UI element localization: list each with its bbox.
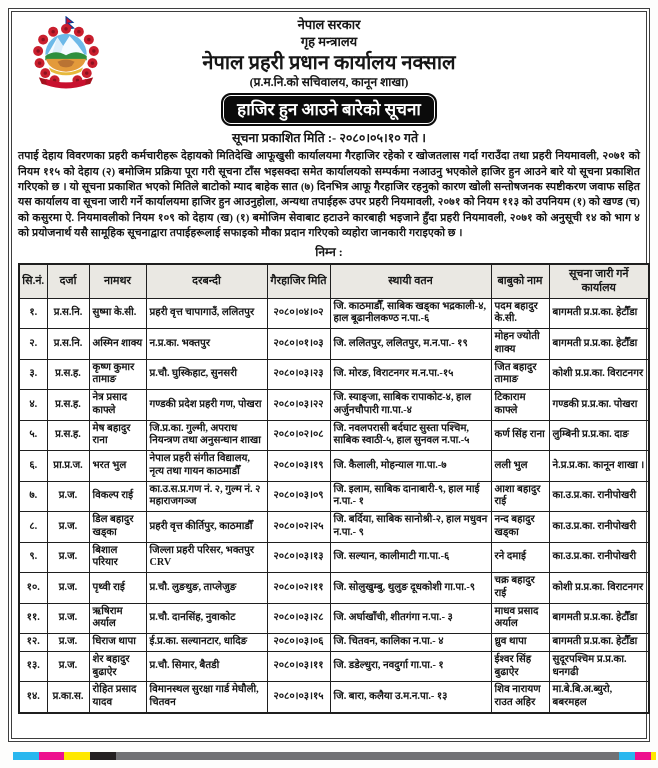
table-cell: २०८०।०३।१९ <box>267 451 330 482</box>
table-cell: जि. बारा, कलैया उ.म.न.पा.- १३ <box>330 682 491 713</box>
notice-banner-row <box>18 93 640 126</box>
ministry-title: गृह मन्त्रालय <box>300 33 358 49</box>
table-cell: ७. <box>19 481 47 512</box>
table-cell: २०८०।०२।२५ <box>267 512 330 543</box>
table-cell: डिल बहादुर खड्का <box>89 512 146 543</box>
table-cell: शेर बहादुर बुढाऐर <box>89 651 146 682</box>
table-cell: प्र.ज. <box>47 512 89 543</box>
table-cell: प्रा.प्र.ज. <box>47 451 89 482</box>
table-cell: माधव प्रसाद अर्याल <box>491 603 549 634</box>
table-cell: ध्रुव थापा <box>491 634 549 652</box>
table-cell: कोशी प्र.प्र.का. विराटनगर <box>549 359 649 390</box>
table-cell: बागमती प्र.प्र.का. हेटौँडा <box>549 329 649 360</box>
personnel-table <box>18 263 650 714</box>
table-cell: कोशी प्र.प्र.का. विराटनगर <box>549 573 649 604</box>
table-cell: भरत भुल <box>89 451 146 482</box>
table-cell: २०८०।०३।२३ <box>267 359 330 390</box>
table-cell: २०८०।०३।२२ <box>267 390 330 421</box>
table-cell: विकल्प राई <box>89 481 146 512</box>
table-cell: प्र.चौ. सिमार, बैतडी <box>146 651 267 682</box>
cyan-patch-right <box>619 752 635 760</box>
table-row <box>19 390 649 421</box>
table-cell: मोहन ज्योती शाक्य <box>491 329 549 360</box>
gray-bar <box>116 752 619 760</box>
government-title: नेपाल सरकार <box>297 17 361 32</box>
table-row <box>19 573 649 604</box>
table-cell: नेत्र प्रसाद काफ्ले <box>89 390 146 421</box>
table-row <box>19 451 649 482</box>
table-row <box>19 481 649 512</box>
table-cell: जि. डडेल्धुरा, नवदुर्गा गा.पा.- १ <box>330 651 491 682</box>
table-cell: १२. <box>19 634 47 652</box>
table-cell: ८. <box>19 512 47 543</box>
table-cell: प्र.ज. <box>47 603 89 634</box>
yellow-patch <box>64 752 90 760</box>
table-header-cell: स्थायी वतन <box>330 264 491 298</box>
table-cell: ११. <box>19 603 47 634</box>
table-cell: २०८०।०३।११ <box>267 651 330 682</box>
black-patch <box>90 752 116 760</box>
table-cell: ई.प्र.का. सल्यानटार, धादिङ <box>146 634 267 652</box>
table-header-cell: सूचना जारी गर्ने कार्यालय <box>549 264 649 298</box>
table-cell: २०८०।०३।०६ <box>267 634 330 652</box>
table-cell: लुम्बिनी प्र.प्र.का. दाङ <box>549 420 649 451</box>
table-row <box>19 682 649 713</box>
table-cell: २०८०।०१।०३ <box>267 329 330 360</box>
table-cell: अस्मिन शाक्य <box>89 329 146 360</box>
table-cell: प्रहरी वृत्त चापागाउँ, ललितपुर <box>146 298 267 329</box>
table-cell: गण्डकी प्र.प्र.का. पोखरा <box>549 390 649 421</box>
table-cell: २०८०।०३।१३ <box>267 542 330 573</box>
table-cell: नेपाल प्रहरी संगीत विद्यालय, नृत्य तथा गायन काठमाडौँ <box>146 451 267 482</box>
table-header-cell: दर्जा <box>47 264 89 298</box>
table-cell: जि. कैलाली, मोहन्याल गा.पा.-७ <box>330 451 491 482</box>
table-cell: जि. काठमाडौँ, साबिक खड्का भद्रकाली-४, हाल बूढानीलकण्ठ न.पा.-६ <box>330 298 491 329</box>
table-cell: मेष बहादुर राना <box>89 420 146 451</box>
table-cell: बागमती प्र.प्र.का. हेटौँडा <box>549 298 649 329</box>
table-cell: कर्ण सिंह राना <box>491 420 549 451</box>
magenta-patch <box>39 752 64 760</box>
table-cell: १३. <box>19 651 47 682</box>
table-cell: २०८०।०३।२८ <box>267 603 330 634</box>
table-cell: विमानस्थल सुरक्षा गार्ड मेघौली, चितवन <box>146 682 267 713</box>
table-cell: सुदूरपश्चिम प्र.प्र.का. धनगढी <box>549 651 649 682</box>
published-date-line: सूचना प्रकाशित मिति :- २०८०।०५।१० गते । <box>232 131 426 146</box>
table-cell: का.उ.प्र.का. रानीपोखरी <box>549 512 649 543</box>
office-title: नेपाल प्रहरी प्रधान कार्यालय नक्साल <box>202 51 456 74</box>
table-cell: प्र.स.नि. <box>47 298 89 329</box>
table-cell: शिव नारायण राउत अहिर <box>491 682 549 713</box>
table-cell: प्र.स.ह. <box>47 390 89 421</box>
table-cell: जि. ललितपुर, ललितपुर, म.न.पा.- १९ <box>330 329 491 360</box>
table-cell: जित बहादुर तामाङ <box>491 359 549 390</box>
table-cell: ने.प्र.प्र.का. कानून शाखा । <box>549 451 649 482</box>
table-cell: प्र.ज. <box>47 481 89 512</box>
table-cell: २. <box>19 329 47 360</box>
notice-body-paragraph: तपाई देहाय विवरणका प्रहरी कर्मचारीहरू देहायको मितिदेखि आफूखुसी कार्यालयमा गैरहाजिर रहेको र खोजतलास गर्दा गराउँदा तथा प्रहरी नियमावली, २०७१ को नियम ११५ को देहाय (२) बमोजिम प्रक्रिया पूरा गरी सूचना टाँस भइसक्दा समेत कार्यालयको सम्पर्कमा नआउनु भएकोले हाजिर हुन आउने बारे यो सूचना प्रकाशित गरिएको छ । यो सूचना प्रकाशित भएको मितिले बाटोको म्याद बाहेक सात (७) दिनभित्र आफू गैरहाजिर रहनुको कारण खोली सन्तोषजनक स्पष्टीकरण जवाफ सहित यस कार्यालय वा सूचना जारी गर्ने कार्यालयमा हाजिर हुन आउनुहोला, अन्यथा तपाईहरू उपर प्रहरी नियमावली, २०७१ को नियम ११३ को उपनियम (१) को खण्ड (च) को कसुरमा ऐ. नियमावलीको नियम १०९ को देहाय (ख) (१) बमोजिम सेवाबाट हटाउने कारबाही भइजाने हुँदा प्रहरी नियमावली, २०७१ को अनुसूची १४ को भाग ४ को प्रयोजनार्थ यसै सामूहिक सूचनाद्वारा तपाईहरूलाई सफाइको मौका प्रदान गरिएको व्यहोरा जानकारी गराइएको छ । <box>18 150 640 240</box>
table-cell: ६. <box>19 451 47 482</box>
table-cell: न.प्र.का. भक्तपुर <box>146 329 267 360</box>
table-cell: जि. इलाम, साबिक दानाबारी-९, हाल माई न.पा.- १ <box>330 481 491 512</box>
table-cell: नन्द बहादुर खड्का <box>491 512 549 543</box>
table-cell: ४. <box>19 390 47 421</box>
table-cell: पृथ्वी राई <box>89 573 146 604</box>
table-cell: का.उ.स.प्र.गण नं. २, गुल्म नं. २ महाराजगञ्ज <box>146 481 267 512</box>
table-cell: धिराज थापा <box>89 634 146 652</box>
table-cell: टिकाराम काफ्ले <box>491 390 549 421</box>
table-cell: जि. चितवन, कालिका न.पा.- ४ <box>330 634 491 652</box>
table-cell: ऋषिराम अर्याल <box>89 603 146 634</box>
table-cell: जिल्ला प्रहरी परिसर, भक्तपुर CRV <box>146 542 267 573</box>
table-cell: चक्र बहादुर राई <box>491 573 549 604</box>
table-cell: जि. नवलपरासी बर्दघाट सुस्ता पश्चिम, साबिक स्वाठी-५, हाल सुनवल न.पा.-५ <box>330 420 491 451</box>
table-cell: प्र.स.ह. <box>47 420 89 451</box>
table-cell: बागमती प्र.प्र.का. हेटौँडा <box>549 634 649 652</box>
table-row <box>19 542 649 573</box>
table-cell: प्र.का.स. <box>47 682 89 713</box>
table-cell: जि. बर्दिया, साबिक सानोश्री-२, हाल मधुवन न.पा.- ९ <box>330 512 491 543</box>
table-cell: प्र.ज. <box>47 651 89 682</box>
emblem-center <box>45 34 86 75</box>
table-cell: प्र.चौ. लुङथुङ, ताप्लेजुङ <box>146 573 267 604</box>
table-cell: जि. स्याङ्जा, साबिक रापाकोट-४, हाल अर्जुनचौपारी गा.पा.-४ <box>330 390 491 421</box>
table-cell: का.उ.प्र.का. रानीपोखरी <box>549 542 649 573</box>
notice-title-banner: हाजिर हुन आउने बारेको सूचना <box>221 93 437 126</box>
table-row <box>19 651 649 682</box>
document-header <box>18 15 640 146</box>
table-header-cell: गैरहाजिर मिति <box>267 264 330 298</box>
table-cell: रने दमाई <box>491 542 549 573</box>
table-cell: ५. <box>19 420 47 451</box>
table-row <box>19 298 649 329</box>
table-header-cell: सि.नं. <box>19 264 47 298</box>
table-cell: २०८०।०३।१५ <box>267 682 330 713</box>
table-cell: जि. मोरङ, विराटनगर म.न.पा.-१५ <box>330 359 491 390</box>
nepal-government-emblem-icon <box>30 16 102 96</box>
table-cell: प्र.ज. <box>47 542 89 573</box>
table-cell: ३. <box>19 359 47 390</box>
table-cell: बिशाल परियार <box>89 542 146 573</box>
table-header-cell: नामथर <box>89 264 146 298</box>
table-cell: गण्डकी प्रदेश प्रहरी गण, पोखरा <box>146 390 267 421</box>
table-row <box>19 329 649 360</box>
cyan-patch <box>13 752 39 760</box>
table-cell: २०८०।०४।०२ <box>267 298 330 329</box>
table-cell: रोहित प्रसाद यादव <box>89 682 146 713</box>
table-cell: १. <box>19 298 47 329</box>
table-cell: २०८०।०२।०८ <box>267 420 330 451</box>
sub-office-title: (प्र.म.नि.को सचिवालय, कानून शाखा) <box>249 74 409 89</box>
table-cell: पदम बहादुर के.सी. <box>491 298 549 329</box>
document-border-frame <box>8 8 650 742</box>
magenta-patch-right <box>635 752 651 760</box>
table-cell: जि. सोलुखुम्बु, थुलुङ दूधकोशी गा.पा.-९ <box>330 573 491 604</box>
table-cell: प्र.चौ. दानसिंह, नुवाकोट <box>146 603 267 634</box>
table-cell: १०. <box>19 573 47 604</box>
table-cell: प्रहरी वृत्त कीर्तिपुर, काठमाडौँ <box>146 512 267 543</box>
table-cell: ९. <box>19 542 47 573</box>
table-cell: २०८०।०२।११ <box>267 573 330 604</box>
table-cell: लली भुल <box>491 451 549 482</box>
table-cell: प्र.ज. <box>47 573 89 604</box>
table-cell: बागमती प्र.प्र.का. हेटौँडा <box>549 603 649 634</box>
table-cell: ईश्वर सिंह बुढाऐर <box>491 651 549 682</box>
table-header-cell: दरबन्दी <box>146 264 267 298</box>
table-cell: आशा बहादुर राई <box>491 481 549 512</box>
table-row <box>19 603 649 634</box>
table-cell: मा.बे.बि.अ.ब्युरो, बबरमहल <box>549 682 649 713</box>
table-cell: प्र.चौ. घुस्किहाट, सुनसरी <box>146 359 267 390</box>
table-cell: कृष्ण कुमार तामाङ <box>89 359 146 390</box>
table-cell: का.उ.प्र.का. रानीपोखरी <box>549 481 649 512</box>
print-registration-bar <box>13 752 656 760</box>
table-row <box>19 512 649 543</box>
table-cell: २०८०।०३।०९ <box>267 481 330 512</box>
following-label: निम्न : <box>315 245 343 260</box>
table-cell: प्र.स.नि. <box>47 329 89 360</box>
notice-table-body <box>19 298 649 713</box>
table-cell: प्र.ज. <box>47 634 89 652</box>
table-cell: जि. सल्यान, कालीमाटी गा.पा.-६ <box>330 542 491 573</box>
table-cell: १४. <box>19 682 47 713</box>
table-header-row <box>19 264 649 298</box>
table-cell: जि. अर्घाखाँची, शीतगंगा न.पा.- ३ <box>330 603 491 634</box>
table-row <box>19 359 649 390</box>
yellow-patch-right <box>651 752 656 760</box>
table-row <box>19 420 649 451</box>
table-row <box>19 634 649 652</box>
table-cell: जि.प्र.का. गुल्मी, अपराध नियन्त्रण तथा अनुसन्धान शाखा <box>146 420 267 451</box>
table-header-cell: बाबुको नाम <box>491 264 549 298</box>
emblem-ribbon <box>39 77 93 88</box>
table-cell: सुष्मा के.सी. <box>89 298 146 329</box>
table-cell: प्र.स.ह. <box>47 359 89 390</box>
